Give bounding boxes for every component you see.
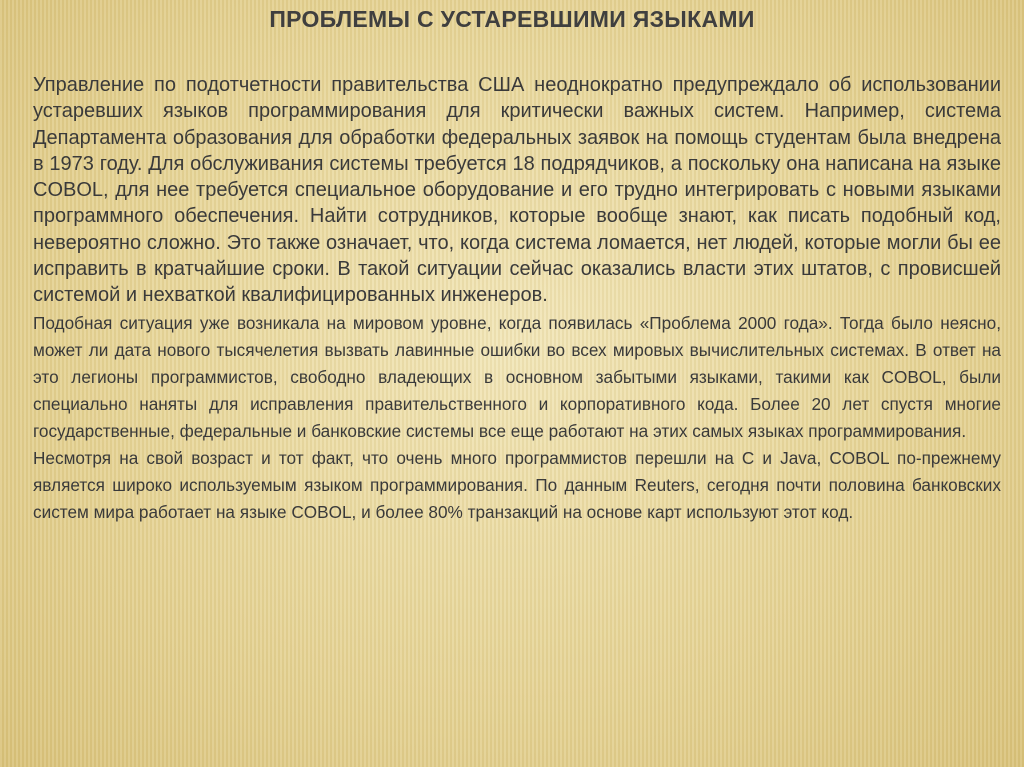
slide-body	[33, 72, 1001, 526]
paragraph-2: Подобная ситуация уже возникала на мировом уровне, когда появилась «Проблема 2000 года». Тогда было неясно, может ли дата нового тысячелетия вызвать лавинные ошибки во всех мировых вычислительных системах. В ответ на это легионы программистов, свободно владеющих в основном забытыми языками, такими как COBOL, были специально наняты для исправления правительственного и корпоративного кода. Более 20 лет спустя многие государственные, федеральные и банковские системы все еще работают на этих самых языках программирования.	[33, 312, 1001, 441]
slide-title: ПРОБЛЕМЫ С УСТАРЕВШИМИ ЯЗЫКАМИ	[269, 6, 755, 32]
paragraph-3: Несмотря на свой возраст и тот факт, что очень много программистов перешли на C и Java, COBOL по-прежнему является широко используемым языком программирования. По данным Reuters, сегодня почти половина банковских систем мира работает на языке COBOL, и более 80% транзакций на основе карт используют этот код.	[33, 447, 1001, 522]
paragraph-1: Управление по подотчетности правительства США неоднократно предупреждало об использовании устаревших языков программирования для критически важных систем. Например, система Департамента образования для обработки федеральных заявок на помощь студентам была внедрена в 1973 году. Для обслуживания системы требуется 18 подрядчиков, а поскольку она написана на языке COBOL, для нее требуется специальное оборудование и его трудно интегрировать с новыми языками программного обеспечения. Найти сотрудников, которые вообще знают, как писать подобный код, невероятно сложно. Это также означает, что, когда система ломается, нет людей, которые могли бы ее исправить в кратчайшие сроки. В такой ситуации сейчас оказались власти этих штатов, с провисшей системой и нехваткой квалифицированных инженеров.	[33, 74, 1001, 307]
